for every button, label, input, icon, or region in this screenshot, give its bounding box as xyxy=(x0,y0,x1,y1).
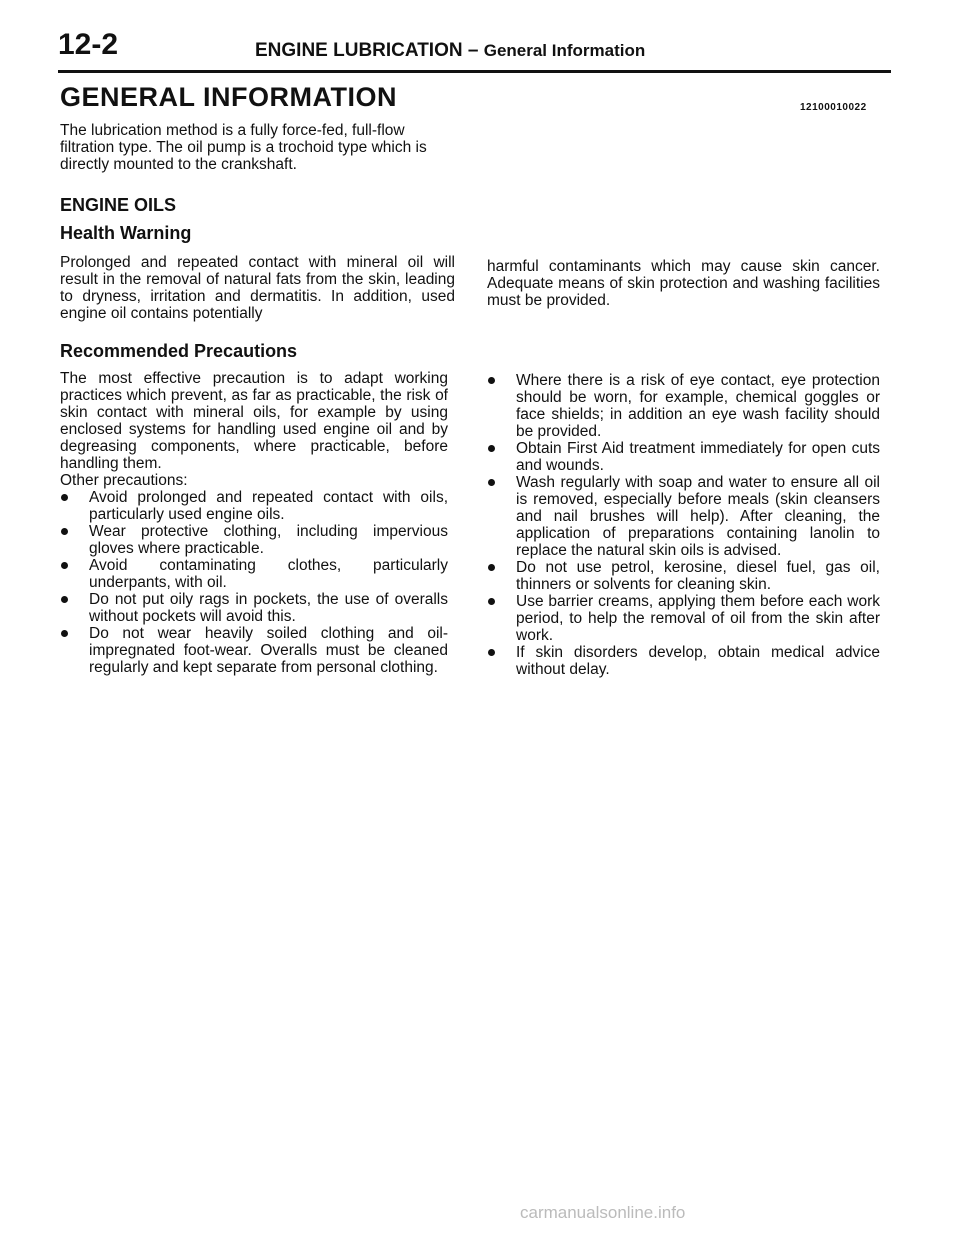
list-item xyxy=(60,625,448,676)
header-rule xyxy=(58,70,891,73)
list-item xyxy=(487,372,880,440)
list-item-text: Avoid contaminating clothes, particularly underpants, with oil. xyxy=(89,557,448,591)
list-item xyxy=(60,557,448,591)
engine-oils-heading: ENGINE OILS xyxy=(60,195,177,215)
list-item xyxy=(487,474,880,559)
precautions-list-right xyxy=(487,372,880,678)
list-item xyxy=(487,593,880,644)
section-title: ENGINE LUBRICATION xyxy=(255,40,463,61)
bullet-icon xyxy=(488,564,495,571)
bullet-icon xyxy=(61,528,68,535)
bullet-icon xyxy=(61,630,68,637)
page-number: 12-2 xyxy=(58,28,119,61)
health-warning-text-left: Prolonged and repeated contact with mineral oil will result in the removal of natural fats from the skin, leading to dryness, irritation and dermatitis. In addition, used engine oil contains potentially xyxy=(60,254,455,322)
list-item xyxy=(60,489,448,523)
page-title: GENERAL INFORMATION xyxy=(60,82,397,112)
list-item xyxy=(60,591,448,625)
watermark: carmanualsonline.info xyxy=(520,1203,686,1222)
running-header xyxy=(255,40,645,62)
other-precautions-label: Other precautions: xyxy=(60,472,188,489)
list-item-text: Obtain First Aid treatment immediately for open cuts and wounds. xyxy=(516,440,880,474)
list-item xyxy=(60,523,448,557)
list-item-text: Where there is a risk of eye contact, eye protection should be worn, for example, chemical goggles or face shields; in addition an eye wash facility should be provided. xyxy=(516,372,880,440)
bullet-icon xyxy=(488,649,495,656)
document-code: 12100010022 xyxy=(800,102,867,113)
bullet-icon xyxy=(61,494,68,501)
health-warning-heading: Health Warning xyxy=(60,223,192,243)
bullet-icon xyxy=(488,445,495,452)
list-item-text: Wear protective clothing, including impervious gloves where practicable. xyxy=(89,523,448,557)
bullet-icon xyxy=(61,562,68,569)
list-item-text: Do not wear heavily soiled clothing and oil-impregnated foot-wear. Overalls must be cleaned regularly and kept separate from personal clothing. xyxy=(89,625,448,676)
list-item-text: Do not put oily rags in pockets, the use of overalls without pockets will avoid this. xyxy=(89,591,448,625)
bullet-icon xyxy=(61,596,68,603)
list-item-text: Avoid prolonged and repeated contact with oils, particularly used engine oils. xyxy=(89,489,448,523)
list-item-text: Do not use petrol, kerosine, diesel fuel, gas oil, thinners or solvents for cleaning skin. xyxy=(516,559,880,593)
intro-paragraph: The lubrication method is a fully force-fed, full-flow filtration type. The oil pump is a trochoid type which is directly mounted to the crankshaft. xyxy=(60,122,427,173)
bullet-icon xyxy=(488,598,495,605)
list-item xyxy=(487,559,880,593)
list-item-text: Use barrier creams, applying them before each work period, to help the removal of oil from the skin after work. xyxy=(516,593,880,644)
bullet-icon xyxy=(488,479,495,486)
list-item-text: If skin disorders develop, obtain medical advice without delay. xyxy=(516,644,880,678)
precautions-paragraph xyxy=(60,370,448,489)
list-item-text: Wash regularly with soap and water to ensure all oil is removed, especially before meals (skin cleansers and nail brushes will help). After cleaning, the application of preparations containing lanolin to replace the natural skin oils is advised. xyxy=(516,474,880,559)
list-item xyxy=(487,644,880,678)
health-warning-text-right: harmful contaminants which may cause skin cancer. Adequate means of skin protection and washing facilities must be provided. xyxy=(487,258,880,309)
recommended-precautions-heading: Recommended Precautions xyxy=(60,341,298,361)
subsection-title: General Information xyxy=(483,41,646,60)
precautions-text: The most effective precaution is to adapt working practices which prevent, as far as practicable, the risk of skin contact with mineral oils, for example by using enclosed systems for handling used engine oil and by degreasing components, where practicable, before handling them. xyxy=(60,370,448,472)
precautions-list-left xyxy=(60,489,448,676)
list-item xyxy=(487,440,880,474)
header-dash: – xyxy=(462,40,484,61)
bullet-icon xyxy=(488,377,495,384)
